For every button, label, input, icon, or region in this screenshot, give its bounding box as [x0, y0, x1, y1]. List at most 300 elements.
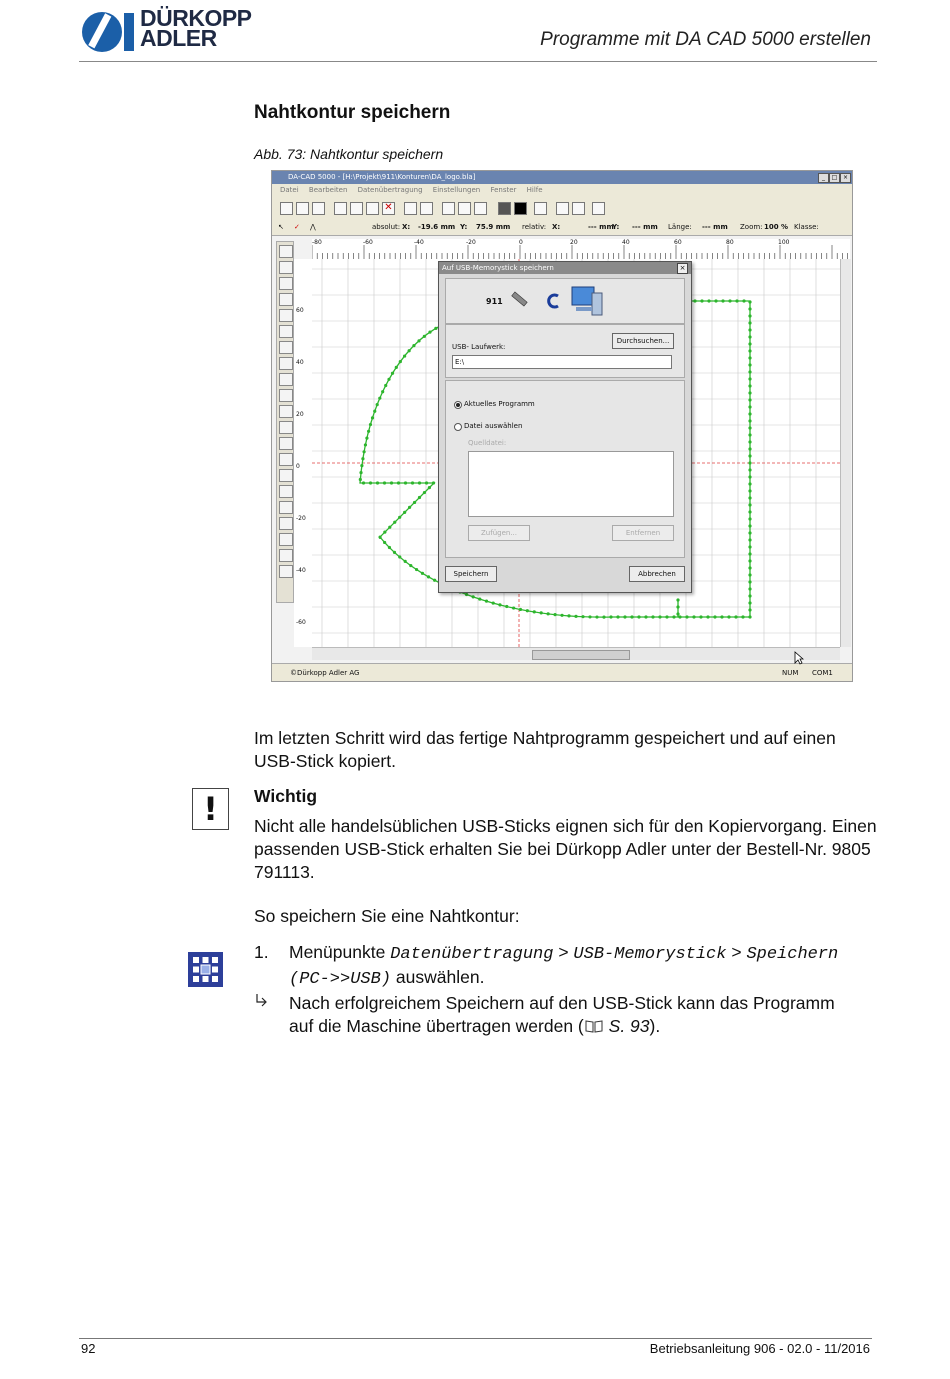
stitch-point — [734, 615, 737, 618]
stitch-point — [714, 299, 717, 302]
com-indicator: COM1 — [812, 669, 833, 677]
snap-icon[interactable] — [279, 565, 293, 578]
stitch-point — [748, 321, 751, 324]
drive-input[interactable]: E:\ — [452, 355, 672, 369]
stitch-point — [748, 601, 751, 604]
stitch-point — [560, 614, 563, 617]
rel-y-label: Y: — [612, 223, 620, 231]
page-number: 92 — [81, 1341, 96, 1356]
stitch-point — [387, 378, 390, 381]
zoom-out-icon[interactable] — [458, 202, 471, 215]
ruler-left-label: -60 — [296, 619, 306, 626]
stitch-point — [390, 481, 393, 484]
stitch-point — [403, 354, 406, 357]
stitch-point — [397, 481, 400, 484]
ruler-top-label: -60 — [363, 239, 373, 246]
add-button[interactable]: Zufügen... — [468, 525, 530, 541]
stitch-point — [415, 568, 418, 571]
rel-x-value: --- mm — [588, 223, 614, 231]
stitch-point — [362, 481, 365, 484]
stitch-point — [748, 370, 751, 373]
ruler-top-label: 20 — [570, 239, 578, 246]
menu-bar — [272, 184, 852, 197]
chapter-title: Programme mit DA CAD 5000 erstellen — [540, 29, 871, 50]
stitch-point — [595, 615, 598, 618]
intro-paragraph: Im letzten Schritt wird das fertige Nahtprogramm gespeichert und auf einen USB-Stick kopiert. — [254, 728, 836, 771]
stitch-point — [720, 615, 723, 618]
stitch-point — [398, 555, 401, 558]
curve-tool-icon[interactable] — [279, 261, 293, 274]
stitch-icon[interactable] — [279, 501, 293, 514]
ruler-left-label: -20 — [296, 515, 306, 522]
brand-logo-text — [140, 5, 252, 51]
stitch-point — [526, 609, 529, 612]
stitch-point — [361, 457, 364, 460]
stitch-point — [427, 575, 430, 578]
status-bar — [272, 663, 852, 682]
stitch-point — [713, 615, 716, 618]
result-arrow-icon — [254, 992, 270, 1012]
stitch-point — [519, 608, 522, 611]
stitch-point — [748, 461, 751, 464]
menu-path-2: USB-Memorystick — [573, 945, 727, 964]
stitch-point — [428, 486, 431, 489]
stitch-point — [748, 524, 751, 527]
footer-divider — [79, 1338, 872, 1339]
ruler-top-label: -40 — [414, 239, 424, 246]
stitch-point — [748, 426, 751, 429]
section-title: Nahtkontur speichern — [254, 102, 451, 123]
stitch-point — [393, 551, 396, 554]
layer-icon[interactable] — [279, 469, 293, 482]
coordinate-bar — [272, 219, 852, 236]
stitch-point — [399, 360, 402, 363]
ruler-top-label: 0 — [519, 239, 523, 246]
save-dialog-button[interactable]: Speichern — [445, 566, 497, 582]
stitch-point — [644, 615, 647, 618]
point-insert-icon[interactable] — [279, 293, 293, 306]
stitch-point — [369, 423, 372, 426]
stitch-point — [651, 615, 654, 618]
rel-y-value: --- mm — [632, 223, 658, 231]
stitch-point — [360, 464, 363, 467]
left-tool-palette — [276, 241, 294, 603]
transfer-illustration — [445, 278, 685, 324]
warning-title: Wichtig — [254, 786, 318, 806]
path-separator: > — [558, 942, 569, 962]
stitch-point — [588, 615, 591, 618]
laenge-value: --- mm — [702, 223, 728, 231]
align-left-icon[interactable] — [279, 357, 293, 370]
radio-current-label: Aktuelles Programm — [464, 400, 535, 408]
stitch-point — [676, 612, 679, 615]
software-screenshot — [271, 170, 853, 682]
pen-icon[interactable] — [279, 549, 293, 562]
ruler-top-label: -20 — [466, 239, 476, 246]
x-label: X: — [402, 223, 411, 231]
stitch-point — [748, 594, 751, 597]
print-icon[interactable] — [534, 202, 547, 215]
stitch-point — [411, 481, 414, 484]
stitch-point — [748, 377, 751, 380]
y-label: Y: — [460, 223, 468, 231]
source-panel — [445, 380, 685, 558]
stitch-point — [748, 468, 751, 471]
fill-black-icon[interactable] — [514, 202, 527, 215]
step-prefix: Menüpunkte — [289, 942, 386, 962]
radio-current-program[interactable] — [454, 401, 462, 409]
stitch-point — [748, 314, 751, 317]
stitch-point — [748, 566, 751, 569]
stitch-point — [512, 606, 515, 609]
settings-icon[interactable] — [556, 202, 569, 215]
stitch-point — [540, 611, 543, 614]
stitch-point — [748, 454, 751, 457]
stitch-point — [748, 615, 751, 618]
close-button[interactable]: × — [840, 173, 851, 183]
vertical-scrollbar[interactable] — [840, 259, 851, 647]
stitch-point — [412, 344, 415, 347]
figure-caption: Abb. 73: Nahtkontur speichern — [254, 146, 444, 162]
relativ-label: relativ: — [522, 223, 547, 231]
copyright-text: ©Dürkopp Adler AG — [290, 669, 360, 677]
ruler-top-label: -80 — [312, 239, 322, 246]
stitch-point — [748, 482, 751, 485]
stitch-point — [748, 335, 751, 338]
app-title-bar — [272, 171, 852, 184]
stitch-point — [748, 391, 751, 394]
menu-path-3: Speichern (PC->>USB) — [289, 945, 839, 989]
text-tool-icon[interactable] — [572, 202, 585, 215]
stitch-point — [748, 489, 751, 492]
stitch-point — [748, 475, 751, 478]
paste-icon[interactable] — [366, 202, 379, 215]
corner-tool-icon[interactable] — [279, 309, 293, 322]
drive-panel — [445, 324, 685, 378]
stitch-point — [498, 603, 501, 606]
stitch-point — [465, 593, 468, 596]
stitch-point — [748, 307, 751, 310]
stitch-point — [665, 615, 668, 618]
stitch-point — [383, 541, 386, 544]
stitch-point — [413, 501, 416, 504]
drive-label: USB- Laufwerk: — [452, 343, 506, 351]
menu-item-datei[interactable]: Datei — [280, 186, 299, 194]
stitch-point — [367, 430, 370, 433]
copy-icon[interactable] — [350, 202, 363, 215]
stitch-point — [728, 299, 731, 302]
menu-item-datenuebertragung[interactable]: Datenübertragung — [357, 186, 423, 194]
stitch-point — [364, 443, 367, 446]
stitch-point — [602, 615, 605, 618]
stitch-point — [748, 503, 751, 506]
logo-line-2: ADLER — [140, 25, 217, 51]
stitch-point — [748, 419, 751, 422]
stitch-point — [492, 601, 495, 604]
menu-item-bearbeiten[interactable]: Bearbeiten — [308, 186, 348, 194]
stitch-point — [485, 600, 488, 603]
stitch-point — [748, 433, 751, 436]
cut-icon[interactable] — [334, 202, 347, 215]
stitch-point — [383, 531, 386, 534]
stitch-point — [376, 403, 379, 406]
stitch-point — [428, 331, 431, 334]
stitch-point — [748, 559, 751, 562]
stitch-point — [472, 595, 475, 598]
stitch-point — [533, 610, 536, 613]
align-right-icon[interactable] — [279, 389, 293, 402]
stitch-point — [423, 335, 426, 338]
stitch-point — [417, 339, 420, 342]
stitch-point — [748, 580, 751, 583]
machine-number: 911 — [486, 297, 503, 306]
stitch-point — [748, 405, 751, 408]
warning-icon: ! — [192, 788, 229, 830]
arc-tool-icon[interactable] — [279, 277, 293, 290]
menu-navigation-icon — [188, 952, 223, 987]
new-file-icon[interactable] — [280, 202, 293, 215]
fill-grey-icon[interactable] — [498, 202, 511, 215]
open-folder-icon[interactable] — [296, 202, 309, 215]
ruler-left-label: 20 — [296, 411, 304, 418]
stitch-point — [403, 511, 406, 514]
logo-line-1: DÜRKOPP — [140, 5, 252, 31]
redo-icon[interactable] — [420, 202, 433, 215]
ruler-left-label: 60 — [296, 307, 304, 314]
stitch-point — [727, 615, 730, 618]
step-suffix: auswählen. — [395, 967, 485, 987]
duerkopp-adler-logo-mark — [80, 10, 136, 54]
stitch-point — [609, 615, 612, 618]
stitch-point — [748, 328, 751, 331]
zoom-in-icon[interactable] — [442, 202, 455, 215]
stitch-point — [748, 517, 751, 520]
cancel-button[interactable]: Abbrechen — [629, 566, 685, 582]
num-indicator: NUM — [782, 669, 799, 677]
minimize-button[interactable]: _ — [818, 173, 829, 183]
ruler-left-label: 40 — [296, 359, 304, 366]
stitch-point — [478, 597, 481, 600]
zoom-value: 100 % — [764, 223, 789, 231]
stitch-point — [371, 416, 374, 419]
grid-icon[interactable] — [279, 485, 293, 498]
stitch-point — [404, 560, 407, 563]
stitch-point — [408, 349, 411, 352]
menu-path-1: Datenübertragung — [390, 945, 554, 964]
dialog-title: Auf USB-Memorystick speichern — [442, 264, 554, 272]
stitch-point — [748, 545, 751, 548]
stitch-point — [748, 496, 751, 499]
text-icon[interactable] — [279, 533, 293, 546]
stitch-point — [373, 410, 376, 413]
stitch-point — [505, 605, 508, 608]
measure-icon[interactable] — [279, 517, 293, 530]
klasse-label: Klasse: — [794, 223, 819, 231]
stitch-point — [381, 390, 384, 393]
stitch-point — [748, 349, 751, 352]
result-text — [289, 992, 849, 1038]
computer-icon — [570, 283, 606, 317]
stitch-point — [721, 299, 724, 302]
stitch-point — [383, 481, 386, 484]
square-icon[interactable] — [279, 437, 293, 450]
stitch-point — [418, 496, 421, 499]
point-tool-icon[interactable]: ⋀ — [310, 223, 316, 231]
stitch-point — [553, 613, 556, 616]
mirror-icon[interactable] — [279, 341, 293, 354]
stitch-point — [359, 478, 362, 481]
step-text — [289, 941, 849, 991]
rotate-icon[interactable] — [279, 325, 293, 338]
path-separator: > — [731, 942, 742, 962]
step-number: 1. — [254, 942, 269, 962]
howto-heading: So speichern Sie eine Nahtkontur: — [254, 906, 520, 926]
edit-point-icon[interactable]: ✓ — [294, 223, 300, 231]
stitch-point — [395, 366, 398, 369]
stitch-point — [409, 564, 412, 567]
stitch-point — [748, 356, 751, 359]
stitch-point — [359, 471, 362, 474]
dialog-title-bar — [439, 262, 691, 274]
header-divider — [79, 61, 877, 62]
radio-select-file[interactable] — [454, 423, 462, 431]
stitch-point — [567, 614, 570, 617]
stitch-point — [672, 615, 675, 618]
zoom-fit-icon[interactable] — [474, 202, 487, 215]
stitch-point — [735, 299, 738, 302]
remove-button[interactable]: Entfernen — [612, 525, 674, 541]
source-file-label: Quelldatei: — [468, 439, 507, 447]
result-text-after: ). — [649, 1016, 661, 1036]
laenge-label: Länge: — [668, 223, 692, 231]
book-icon — [584, 1019, 604, 1034]
stitch-point — [748, 398, 751, 401]
stitch-point — [692, 615, 695, 618]
usb-stick-icon — [508, 287, 530, 309]
top-ruler — [312, 239, 850, 260]
toolbar — [272, 197, 852, 220]
align-up-icon[interactable] — [279, 373, 293, 386]
stitch-point — [581, 615, 584, 618]
stitch-point — [676, 605, 679, 608]
stitch-point — [748, 412, 751, 415]
save-icon[interactable] — [312, 202, 325, 215]
stitch-point — [388, 526, 391, 529]
stitch-point — [748, 384, 751, 387]
ruler-top-label: 80 — [726, 239, 734, 246]
stitch-point — [423, 491, 426, 494]
stitch-point — [362, 450, 365, 453]
stitch-point — [547, 612, 550, 615]
transfer-arrow-icon — [546, 293, 562, 309]
stitch-point — [748, 510, 751, 513]
stitch-point — [748, 531, 751, 534]
stitch-point — [748, 573, 751, 576]
x-value: -19.6 mm — [418, 223, 456, 231]
y-value: 75.9 mm — [476, 223, 511, 231]
triangle-icon[interactable] — [279, 405, 293, 418]
stitch-point — [391, 372, 394, 375]
stitch-point — [748, 552, 751, 555]
stitch-point — [748, 608, 751, 611]
stitch-point — [748, 587, 751, 590]
stitch-point — [742, 299, 745, 302]
stitch-point — [630, 615, 633, 618]
stitch-point — [700, 299, 703, 302]
stitch-point — [616, 615, 619, 618]
stitch-point — [658, 615, 661, 618]
stitch-point — [369, 481, 372, 484]
ruler-top-label: 60 — [674, 239, 682, 246]
stitch-point — [388, 546, 391, 549]
left-ruler — [294, 259, 313, 647]
stitch-point — [418, 481, 421, 484]
stitch-point — [693, 299, 696, 302]
absolut-label: absolut: — [372, 223, 401, 231]
stitch-point — [748, 538, 751, 541]
stitch-point — [748, 300, 751, 303]
window-icon[interactable] — [592, 202, 605, 215]
stitch-point — [384, 384, 387, 387]
ruler-top-label: 40 — [622, 239, 630, 246]
stitch-point — [707, 299, 710, 302]
stitch-point — [433, 579, 436, 582]
source-file-list[interactable] — [468, 451, 674, 517]
stitch-point — [408, 506, 411, 509]
stitch-point — [685, 615, 688, 618]
undo-icon[interactable] — [404, 202, 417, 215]
menu-item-fenster[interactable]: Fenster — [490, 186, 517, 194]
stitch-point — [741, 615, 744, 618]
rel-x-label: X: — [552, 223, 561, 231]
stitch-point — [393, 521, 396, 524]
menu-item-hilfe[interactable]: Hilfe — [526, 186, 543, 194]
stitch-point — [676, 598, 679, 601]
stitch-point — [748, 440, 751, 443]
stitch-point — [623, 615, 626, 618]
scroll-thumb[interactable] — [532, 650, 630, 660]
horizontal-scrollbar[interactable] — [312, 647, 840, 660]
radio-file-label: Datei auswählen — [464, 422, 523, 430]
usb-save-dialog — [438, 261, 692, 593]
browse-button[interactable]: Durchsuchen... — [612, 333, 674, 349]
stitch-point — [425, 481, 428, 484]
warning-body: Nicht alle handelsüblichen USB-Sticks eignen sich für den Kopiervorgang. Einen passenden USB-Stick erhalten Sie bei Dürkopp Adler unter der Bestell-Nr. 9805 791113. — [254, 816, 877, 882]
stitch-point — [434, 327, 437, 330]
stitch-point — [574, 615, 577, 618]
stitch-point — [678, 615, 681, 618]
stitch-point — [365, 436, 368, 439]
zoom-label: Zoom: — [740, 223, 763, 231]
stitch-point — [376, 481, 379, 484]
result-text-before: Nach erfolgreichem Speichern auf den USB-Stick kann das Programm auf die Maschine übertragen werden ( — [289, 993, 835, 1036]
ruler-left-label: 0 — [296, 463, 300, 470]
line-tool-icon[interactable] — [279, 245, 293, 258]
stitch-point — [432, 481, 435, 484]
mouse-cursor-icon — [794, 651, 804, 665]
delete-icon[interactable]: ✕ — [382, 202, 395, 215]
scale-icon[interactable] — [279, 453, 293, 466]
stitch-point — [748, 363, 751, 366]
fill-icon[interactable] — [279, 421, 293, 434]
manual-reference: Betriebsanleitung 906 - 02.0 - 11/2016 — [649, 1341, 870, 1356]
dialog-close-button[interactable]: × — [677, 263, 688, 274]
page-reference-link[interactable]: S. 93 — [608, 1016, 650, 1036]
stitch-point — [398, 516, 401, 519]
maximize-button[interactable]: □ — [829, 173, 840, 183]
menu-item-einstellungen[interactable]: Einstellungen — [432, 186, 481, 194]
select-arrow-icon[interactable]: ↖ — [278, 223, 284, 231]
